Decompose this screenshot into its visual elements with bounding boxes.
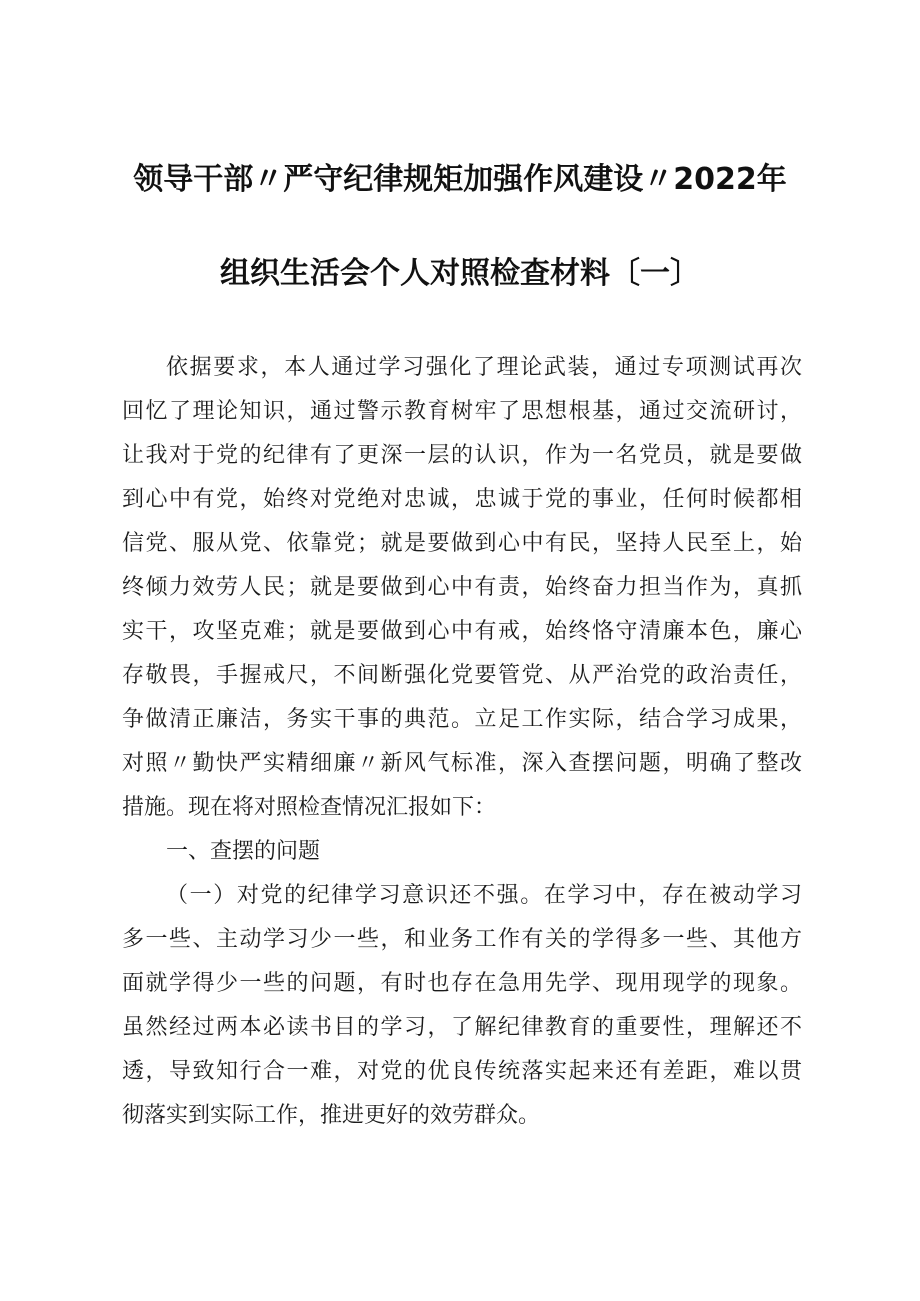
section-heading-problems: 一、查摆的问题 [166, 839, 321, 864]
document-title-line-1: 领导干部〃严守纪律规矩加强作风建设〃2022年 [133, 162, 787, 197]
paragraph-line: 虽然经过两本必读书目的学习，了解纪律教育的重要性，理解还不 [122, 1015, 802, 1040]
document-body [122, 346, 802, 1138]
paragraph-line: 措施。现在将对照检查情况汇报如下： [122, 795, 497, 820]
paragraph-line: 多一些、主动学习少一些，和业务工作有关的学得多一些、其他方 [122, 927, 802, 952]
paragraph-problem-1 [122, 874, 802, 1138]
paragraph-line: 彻落实到实际工作，推进更好的效劳群众。 [122, 1103, 541, 1128]
paragraph-line: 实干，攻坚克难；就是要做到心中有戒，始终恪守清廉本色，廉心 [122, 619, 802, 644]
paragraph-line: 让我对于党的纪律有了更深一层的认识，作为一名党员，就是要做 [122, 443, 802, 468]
paragraph-line: （一）对党的纪律学习意识还不强。在学习中，存在被动学习 [166, 883, 802, 908]
paragraph-line: 到心中有党，始终对党绝对忠诚，忠诚于党的事业，任何时候都相 [122, 487, 802, 512]
paragraph-line: 信党、服从党、依靠党；就是要做到心中有民，坚持人民至上，始 [122, 531, 802, 556]
paragraph-line: 终倾力效劳人民；就是要做到心中有责，始终奋力担当作为，真抓 [122, 575, 802, 600]
paragraph-line: 面就学得少一些的问题，有时也存在急用先学、现用现学的现象。 [122, 971, 802, 996]
paragraph-line: 存敬畏，手握戒尺，不间断强化党要管党、从严治党的政治责任， [122, 663, 802, 688]
paragraph-intro [122, 346, 802, 830]
paragraph-line: 争做清正廉洁，务实干事的典范。立足工作实际，结合学习成果， [122, 707, 802, 732]
paragraph-line: 透，导致知行合一难，对党的优良传统落实起来还有差距，难以贯 [122, 1059, 802, 1084]
paragraph-line: 依据要求，本人通过学习强化了理论武装，通过专项测试再次 [166, 355, 802, 380]
document-title-line-2: 组织生活会个人对照检查材料〔一〕 [220, 256, 700, 291]
paragraph-line: 回忆了理论知识，通过警示教育树牢了思想根基，通过交流研讨， [122, 399, 802, 424]
paragraph-line: 对照〃勤快严实精细廉〃新风气标准，深入查摆问题，明确了整改 [122, 751, 802, 776]
